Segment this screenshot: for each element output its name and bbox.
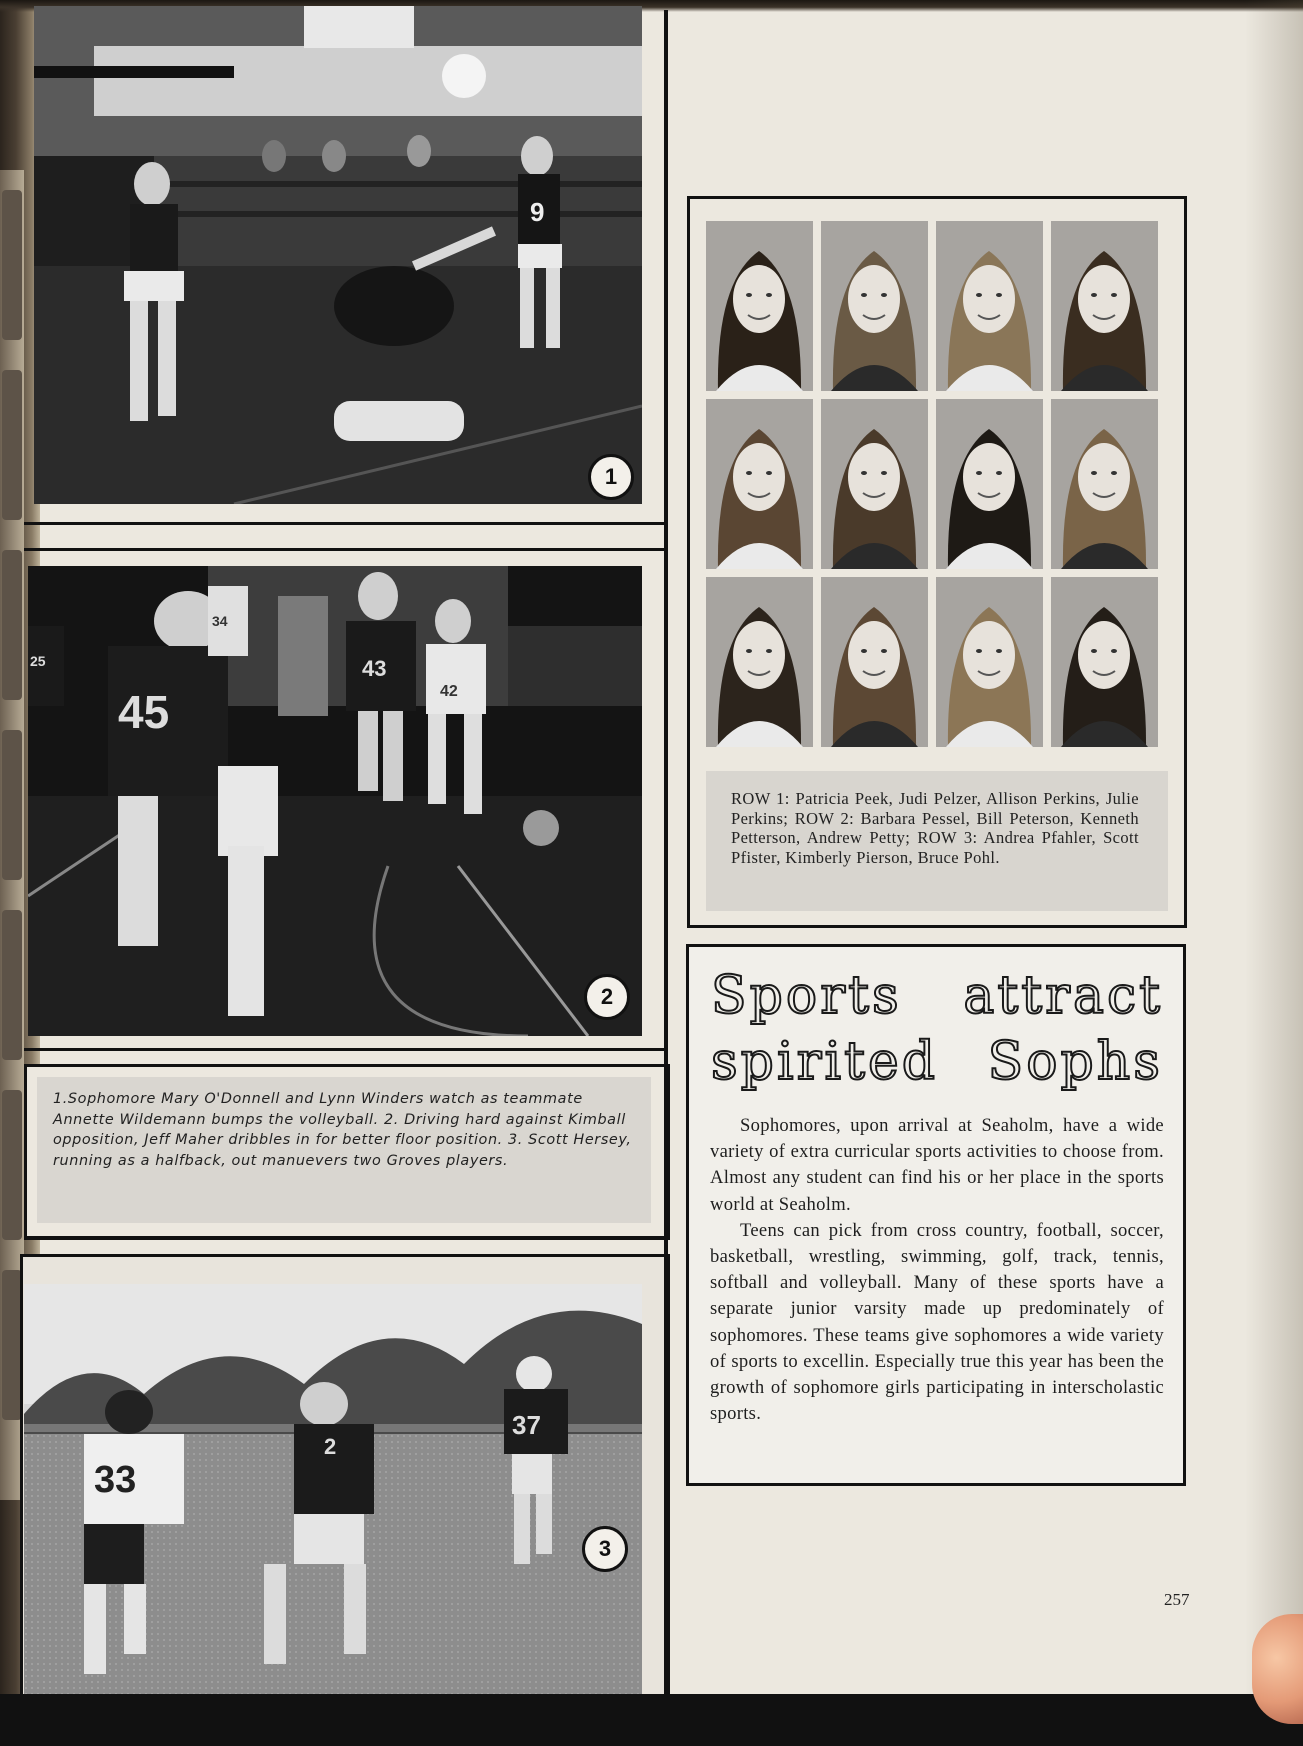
student-portrait [1051,577,1158,747]
photo-basketball [28,566,642,1036]
student-portrait [1051,221,1158,391]
jersey-number: 25 [30,653,46,669]
page-number: 257 [1164,1590,1190,1609]
headline-word: Sports [711,966,902,1026]
photo-caption: 1.Sophomore Mary O'Donnell and Lynn Winders watch as teammate Annette Wildemann bumps the volleyball. 2. Driving hard against Kimball opposition, Jeff Maher dribbles in for better floor position. 3. Scott Hersey, running as a halfback, out manuevers two Groves players. [53,1091,632,1169]
divider [24,1048,666,1051]
jersey-number: 43 [362,656,387,681]
photo-number-badge: 3 [582,1526,628,1572]
student-portrait [706,221,813,391]
jersey-number: 34 [212,613,228,629]
photo-number-badge: 2 [584,974,630,1020]
photo-number-badge: 1 [588,454,634,500]
photo-volleyball [34,6,642,504]
column-divider [664,10,668,1694]
student-portrait [821,221,928,391]
divider [24,522,666,525]
article-paragraph: Sophomores, upon arrival at Seaholm, have a wide variety of extra curricular sports activities to choose from. Almost any student can find his or her place in the sports world at Seaholm. [710,1115,1164,1215]
jersey-number: 42 [440,683,458,700]
student-portrait [821,577,928,747]
divider [24,548,666,551]
right-edge-shade [1245,0,1303,1746]
headline-word: Sophs [987,1032,1163,1092]
photo-football [24,1284,642,1694]
jersey-number: 45 [118,686,170,738]
student-portrait [706,399,813,569]
jersey-number: 9 [530,197,545,227]
article-body [710,1113,1164,1427]
student-portrait [936,577,1043,747]
article-box [686,944,1186,1486]
article-paragraph: Teens can pick from cross country, football, soccer, basketball, wrestling, swimming, golf, track, tennis, softball and volleyball. Many of these sports have a separate junior varsity made up predominately of sophomores. These teams give sophomores a wide variety of sports to excellin. Especially true this year has been the growth of sophomore girls participating in interscholastic sports. [710,1219,1164,1425]
student-portrait [706,577,813,747]
student-portrait [936,399,1043,569]
headline-word: spirited [711,1032,939,1092]
student-portrait [1051,399,1158,569]
jersey-number: 37 [512,1410,541,1440]
jersey-number: 2 [324,1434,337,1459]
divider [24,1236,666,1239]
portrait-names-box [706,771,1168,911]
student-portrait [936,221,1043,391]
bottom-edge [0,1694,1303,1746]
student-portrait [821,399,928,569]
article-headline [711,963,1163,1095]
photo-caption-box [24,1064,670,1240]
portrait-names: ROW 1: Patricia Peek, Judi Pelzer, Allison Perkins, Julie Perkins; ROW 2: Barbara Pessel, Bill Peterson, Kenneth Petterson, Andrew Petty; ROW 3: Andrea Pfahler, Scott Pfister, Kimberly Pierson, Bruce Pohl. [731,789,1139,867]
thumb [1252,1614,1303,1724]
portrait-panel [687,196,1187,928]
headline-word: attract [963,966,1163,1026]
jersey-number: 33 [94,1459,137,1501]
